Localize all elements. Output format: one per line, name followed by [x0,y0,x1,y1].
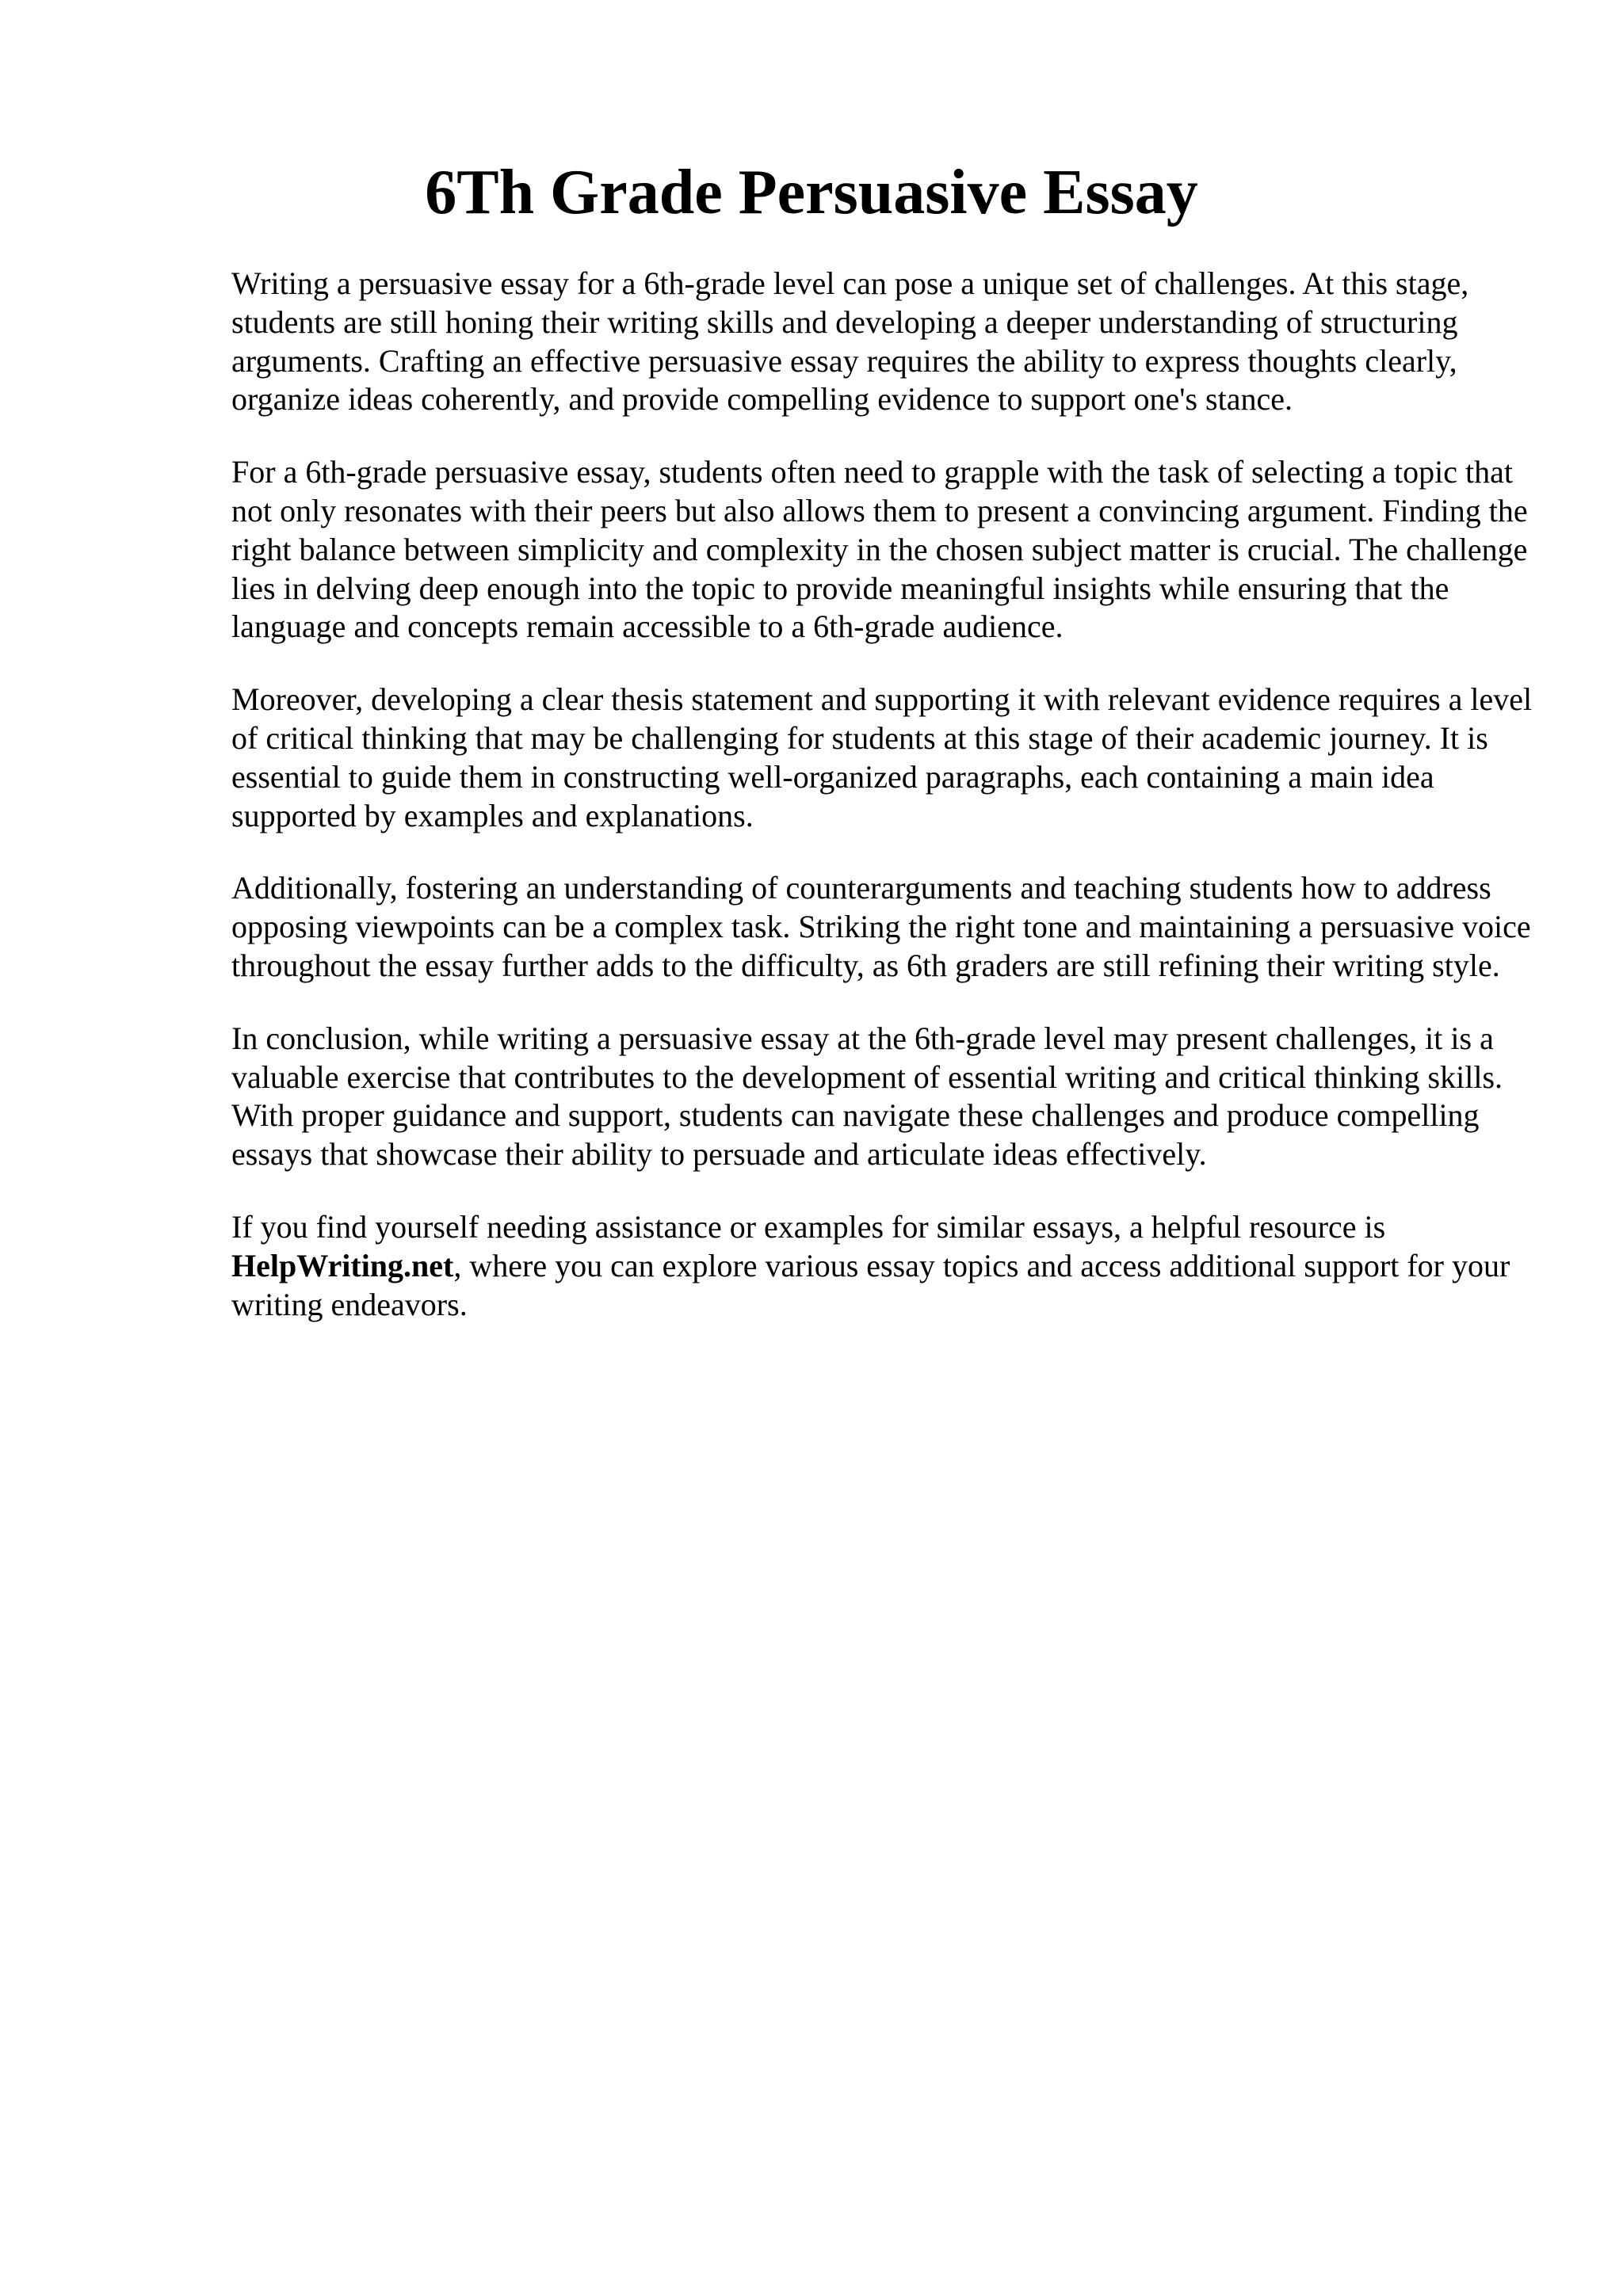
document-title: 6Th Grade Persuasive Essay [425,158,1198,227]
closing-text-after: , where you can explore various essay topics and access additional support for your writing endeavors. [231,1247,1510,1322]
paragraph-2: For a 6th-grade persuasive essay, students often need to grapple with the task of selecting a topic that not only resonates with their peers but also allows them to present a convincing argument. Finding the right balance between simplicity and complexity in the chosen subject matter is crucial. The challenge lies in delving deep enough into the topic to provide meaningful insights while ensuring that the language and concepts remain accessible to a 6th-grade audience. [231,454,1528,645]
paragraph-4: Additionally, fostering an understanding of counterarguments and teaching students how to address opposing viewpoints can be a complex task. Striking the right tone and maintaining a persuasive voice throughout the essay further adds to the difficulty, as 6th graders are still refining their writing style. [231,870,1531,983]
closing-text-before: If you find yourself needing assistance or examples for similar essays, a helpful resource is [231,1208,1386,1245]
document-body [231,265,1539,1358]
resource-link[interactable]: HelpWriting.net [231,1247,454,1283]
paragraph-3: Moreover, developing a clear thesis statement and supporting it with relevant evidence requires a level of critical thinking that may be challenging for students at this stage of their academic journey. It is essential to guide them in constructing well-organized paragraphs, each containing a main idea supported by examples and explanations. [231,681,1533,833]
paragraph-5: In conclusion, while writing a persuasive essay at the 6th-grade level may present challenges, it is a valuable exercise that contributes to the development of essential writing and critical thinking skills. With proper guidance and support, students can navigate these challenges and produce compelling essays that showcase their ability to persuade and articulate ideas effectively. [231,1020,1503,1173]
paragraph-1: Writing a persuasive essay for a 6th-grade level can pose a unique set of challenges. At this stage, students are still honing their writing skills and developing a deeper understanding of structuring arguments. Crafting an effective persuasive essay requires the ability to express thoughts clearly, organize ideas coherently, and provide compelling evidence to support one's stance. [231,265,1469,418]
closing-paragraph [231,1208,1539,1324]
